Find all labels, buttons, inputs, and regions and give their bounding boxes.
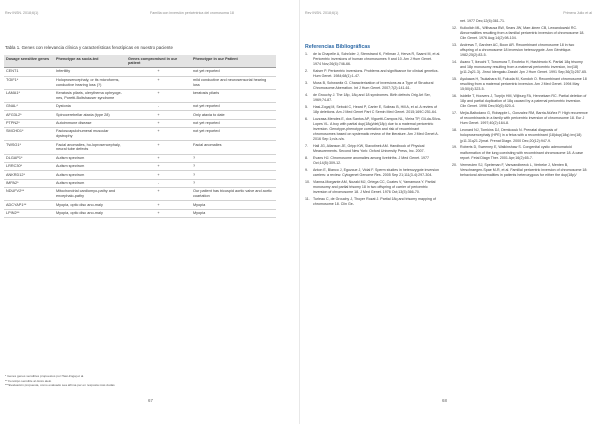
page-number: 67 (148, 398, 153, 403)
phenotype-cell: Infertility (54, 68, 126, 76)
table-row (4, 162, 276, 170)
reference-item (305, 52, 441, 67)
reference-item (452, 19, 588, 24)
reference-text: Leonard NJ, Tomkins DJ, Demkocuk N. Prenatal diagnosis of holoprosencephaly (HPE) in a fetus with a recombinant (18)dup(18q) inv(18)(p11.31q21.2)mat. Prenat Diagn. 2000 Dec;20(12):947-9. (460, 128, 582, 143)
header-dosage-genes: Dosage sensitive genes (4, 55, 54, 68)
reference-text: Turleau C, de Grouchy J, Thoyer Rozat J. Partial 18q and trisomy mapping of chromosome 18. Clin Ge- (313, 197, 436, 207)
table-row (4, 76, 276, 89)
phenotype-cell: Dystonia (54, 102, 126, 110)
reference-text: Anton E, Blanco J, Egozcue J, Vidal F. Sperm studies in heterozygote inversion carriers: a review. Cytogenet Genome Res. 2005 Sep 21;111(3-4):297-304. (313, 168, 439, 178)
reference-number (452, 19, 460, 24)
gene-cell: GNAL* (4, 102, 54, 110)
reference-text: de Grouchy J. The 18p, 18q and 18 syndromes. Birth defects Orig Art Ser, 1969;74-87. (313, 93, 431, 103)
compromised-cell: + (126, 154, 191, 162)
reference-number: 17. (452, 111, 457, 116)
compromised-cell: + (126, 128, 191, 141)
header-patient-phenotype: Phenotype in our Patient (191, 55, 276, 68)
reference-number: 4. (305, 93, 308, 98)
reference-text: Asano T, Ikeuchi T, Tonomura T, Enoteko H, Hashimoto K. Partial 18q trisomy and 18p monosomy resulting from a maternal pericentric inversion, inv(18)(p11.2q21.3). Jinrui Idengaku Zasshi Jpn J Hum Genet. 1991 Sep;36(3):257-65. (460, 60, 587, 75)
reference-number: 14. (452, 60, 457, 65)
reference-number: 7. (305, 144, 308, 149)
compromised-cell: + (126, 188, 191, 201)
gene-cell: LRRC30* (4, 162, 54, 170)
gene-cell: IMPA2* (4, 179, 54, 187)
patient-phenotype-cell: not yet reported (191, 102, 276, 110)
table-row (4, 209, 276, 217)
gene-cell: ANKRD12* (4, 171, 54, 179)
table-row (4, 171, 276, 179)
gene-cell: ADCYAP1** (4, 201, 54, 209)
reference-text: Andrews T, Gardner AC, Boon AR. Recombinant chromosome 18 in two offspring of a chromosome 18 inversion heterozygote. Ann Génétique. 1982;25(2):83-5. (460, 42, 575, 58)
reference-number: 6. (305, 117, 308, 122)
reference-item (305, 180, 441, 195)
reference-number: 2. (305, 69, 308, 74)
footnote: * Genes genes sensibles propuestos por Hasi-Zogaj et al. (5, 374, 85, 378)
patient-phenotype-cell: ? (191, 171, 276, 179)
phenotype-cell: Autism spectrum (54, 162, 126, 170)
reference-number: 1. (305, 52, 308, 56)
reference-number: 12. (452, 25, 457, 30)
reference-text: de la Chapelle A, Schröder J, Stenstrand K, Fellman J, Herva R, Saarni M, et al. Pericentric inversions of human chromosomes 9 and 10. Am J Hum Genet. 1974 Nov;26(6):746-66. (313, 52, 441, 67)
gene-cell: PTPN2* (4, 119, 54, 127)
patient-phenotype-cell: mild conductive and neurosensorial hearing loss (191, 76, 276, 89)
reference-text: Hall JG, Allanson JE, Gripp KW, Slavotinek AM. Handbook of Physical Measurements. Second New York: Oxford University Press, Inc. 2007. (313, 144, 425, 154)
patient-phenotype-cell: Facial anomalies (191, 141, 276, 154)
references-column-left (305, 52, 441, 209)
table-row (4, 154, 276, 162)
reference-item (452, 111, 588, 126)
reference-text: Kulkolich ML, Wilhausa BW, Sears JW, Marr-kinen CB, Lewandowski RC. Abnormalities resulting from a familial pericentric inversion of chromosome 18. Clin Genet. 1976 Aug;14(2):98-104. (460, 25, 585, 41)
reference-text: Mejía-Baltodano G, Robapple L, Gonzalez RM, Barria-Núñez P. High recurrence of recombinants in a family with pericentric inversion of chromosome 18. Eur J Hum Genet. 1997;40(2):164-8. (460, 111, 588, 126)
header-phenotype-associated: Phenotype as socia-ted (54, 55, 126, 68)
reference-item (452, 128, 588, 143)
compromised-cell: - (126, 179, 191, 187)
genes-table (4, 55, 276, 218)
phenotype-cell: Facioscapulohumeral muscular dystrophy (54, 128, 126, 141)
patient-phenotype-cell: keratosis pilaris (191, 89, 276, 102)
compromised-cell: + (126, 141, 191, 154)
patient-phenotype-cell: not yet reported (191, 119, 276, 127)
patient-phenotype-cell: not yet reported (191, 128, 276, 141)
reference-item (305, 105, 441, 115)
reference-item (305, 156, 441, 166)
compromised-cell: + (126, 119, 191, 127)
gene-cell: SMCHD1* (4, 128, 54, 141)
reference-item (452, 163, 588, 178)
gene-cell: AFG3L2* (4, 111, 54, 119)
table-footnotes (5, 374, 115, 388)
phenotype-cell: Keratosis pilaris, ulerythema ophryoge-nes, Poretti-Boltshauser syndrome (54, 89, 126, 102)
reference-text: Vermeulen SJ, Speleman F, Vanvandbeeck L, Verbeke J, Menten B, Verschraegen-Spae M-R, et al. Familial pericentric inversion of chromosome 18: behavioral abnormalities in patients heterozygous for either the dup(18p)/ (460, 162, 588, 177)
reference-item (452, 94, 588, 109)
table-row (4, 89, 276, 102)
footnote: ** Fenotipo sensible al dosis alelo (5, 378, 52, 383)
reference-item (305, 144, 441, 154)
table-header-row (4, 55, 276, 68)
patient-phenotype-cell: ? (191, 179, 276, 187)
phenotype-cell: Autism spectrum (54, 179, 126, 187)
journal-running-head: Rev INSN. 2018;6(1) (5, 11, 39, 15)
patient-phenotype-cell: Myopia (191, 201, 276, 209)
reference-text: net. 1977 Dec;12(6):361-71. (460, 19, 505, 23)
gene-cell: TGIF1* (4, 76, 54, 89)
reference-number: 8. (305, 156, 308, 161)
article-running-title: Familia con inversión pericéntrica del cromosoma 18 (150, 11, 234, 15)
reference-number: 9. (305, 168, 308, 173)
compromised-cell: - (126, 102, 191, 110)
patient-phenotype-cell: Our patient has bicuspid aortic valve and aortic coartation (191, 188, 276, 201)
reference-text: Isidelle T, Hoovers J, Turpijn HM, Wijburg FA, Hennekam RC. Partial deletion of 18p and partial duplication of 18q caused by a paternal pericentric inversion. Clin Genet. 1996 Dec;50(6):520-4. (460, 94, 587, 109)
reference-text: Vianna-Morgante AM, Nozaki MJ, Ortega CC, Coates V, Yamamura Y. Partial monosomy and partial trisomy 18 in two offspring of carrier of pericentric inversion of chromosome 18. J Med Genet. 1976 Oct;13(5):366-70. (313, 180, 436, 195)
reference-item (305, 69, 441, 79)
gene-cell: LPIN2** (4, 209, 54, 217)
reference-number: 16. (452, 94, 457, 99)
gene-cell: NDUFV2** (4, 188, 54, 201)
phenotype-cell: Autoimmune disease (54, 119, 126, 127)
compromised-cell: + (126, 201, 191, 209)
compromised-cell: + (126, 89, 191, 102)
reference-item (452, 26, 588, 41)
reference-text: Hasi-Zogaj M, Sebold C, Heard P, Carter E, Soileau B, Hill A, et al. A review of 18p deletions. Am J Med Genet Part C Semin Med Genet. 2015;169C:251-64. (313, 105, 438, 115)
compromised-cell: + (126, 111, 191, 119)
phenotype-cell: Facial anomalies, ho-loprosencephaly, neural tube defects (54, 141, 126, 154)
gene-cell: CENT1 (4, 68, 54, 76)
table-title: Tabla 1. Genes con relevancia clínica y características fenotípicas en nuestro paciente (5, 45, 173, 50)
phenotype-cell: Myopia, optic disc ano-maly (54, 209, 126, 217)
references-column-right (452, 19, 588, 180)
reference-number: 19. (452, 145, 457, 150)
table-row (4, 188, 276, 201)
table-row (4, 179, 276, 187)
reference-item (305, 81, 441, 91)
table-row (4, 68, 276, 76)
reference-number: 18. (452, 128, 457, 133)
patient-phenotype-cell: Only ataxia to date (191, 111, 276, 119)
reference-item (452, 145, 588, 160)
reference-text: Muss B, Schwanitz G. Characterization of inversions as a Type of Structural Chromosome Aberration. Int J Hum Genet. 2007;7(2):141-61. (313, 81, 434, 91)
table-row (4, 201, 276, 209)
patient-phenotype-cell: ? (191, 154, 276, 162)
reference-item (452, 60, 588, 75)
right-page (300, 0, 600, 424)
compromised-cell: + (126, 171, 191, 179)
phenotype-cell: Myopia, optic disc ano-maly (54, 201, 126, 209)
table-row (4, 102, 276, 110)
footnote: ***Evaluación propuesta, como evaluado sea afirma per en resposta más dudas (5, 383, 115, 388)
reference-item (305, 197, 441, 207)
reference-number: 11. (305, 197, 310, 202)
reference-item (305, 168, 441, 178)
phenotype-cell: Holoprosencephaly, or its microforms, conductive hearing loss (?) (54, 76, 126, 89)
reference-text: Luzzasa-Mendes E, dos Santos AP, Viguetti-Campos NL, Vieira TP, Gil-da-Silva-Lopes VL. A boy with partial dup(18q)/del(18p) due to a maternal pericentric inversion. Genotype-phenotype correlation and risk of recombinant chromosomes based on systematic review of the literature. Am J Med Genet A. 2016 Sep 1;n/a-n/a. (313, 117, 441, 142)
phenotype-cell: Autism spectrum (54, 171, 126, 179)
reference-item (305, 117, 441, 142)
table-row (4, 119, 276, 127)
reference-item (452, 43, 588, 58)
patient-phenotype-cell: Myopia (191, 209, 276, 217)
reference-number: 10. (305, 180, 310, 185)
compromised-cell: + (126, 68, 191, 76)
journal-running-head: Rev INSN. 2018;6(1) (305, 11, 339, 15)
author-running-head: Primera Julio et al (563, 11, 592, 15)
reference-number: 3. (305, 81, 308, 86)
header-genes-compromised: Genes compromised in our patient (126, 55, 191, 68)
patient-phenotype-cell: ? (191, 162, 276, 170)
references-heading: Referencias Bibliográficas (305, 44, 371, 50)
reference-text: Roberts D, Sweeney E, Walkinshaw S. Congenital cystic adenomatoid malformation of the lung coexisting with recombinant chromosome 18. A case report. Fetal Diagn Ther. 2001 Apr;16(2):65-7. (460, 145, 584, 160)
reference-text: Ayukawa H, Tsukahara M, Fukuda M, Kondoh O. Recombinant chromosome 18 resulting from a maternal pericentric inversion. Am J Med Genet. 1994 May 15;50(4):323-5. (460, 77, 587, 92)
compromised-cell: + (126, 209, 191, 217)
reference-number: 15. (452, 77, 457, 82)
gene-cell: LAMA1* (4, 89, 54, 102)
table-row (4, 128, 276, 141)
phenotype-cell: Spinocerebellar ataxia (type 28) (54, 111, 126, 119)
reference-number: 5. (305, 105, 308, 110)
compromised-cell: + (126, 162, 191, 170)
gene-cell: DLGAP1* (4, 154, 54, 162)
phenotype-cell: Autism spectrum (54, 154, 126, 162)
reference-text: Kaiser P. Pericentric inversions. Problems and significance for clinical genetics. Hum Genet. 1984;68(1):1-47. (313, 69, 439, 79)
patient-phenotype-cell: not yet reported (191, 68, 276, 76)
genes-table-body (4, 68, 276, 218)
table-row (4, 141, 276, 154)
compromised-cell: + (126, 76, 191, 89)
reference-number: 20. (452, 162, 457, 167)
phenotype-cell: Mitochondrial cardiomyo-pathy and encephalo-pathy (54, 188, 126, 201)
reference-text: Evans HJ. Chromosome anomalies among livebirths. J Med Genet. 1977 Oct;14(5):309-12. (313, 156, 430, 166)
reference-item (452, 77, 588, 92)
reference-item (305, 93, 441, 103)
table-row (4, 111, 276, 119)
page-number: 68 (442, 398, 447, 403)
gene-cell: TWSG1* (4, 141, 54, 154)
reference-number: 13. (452, 42, 457, 47)
